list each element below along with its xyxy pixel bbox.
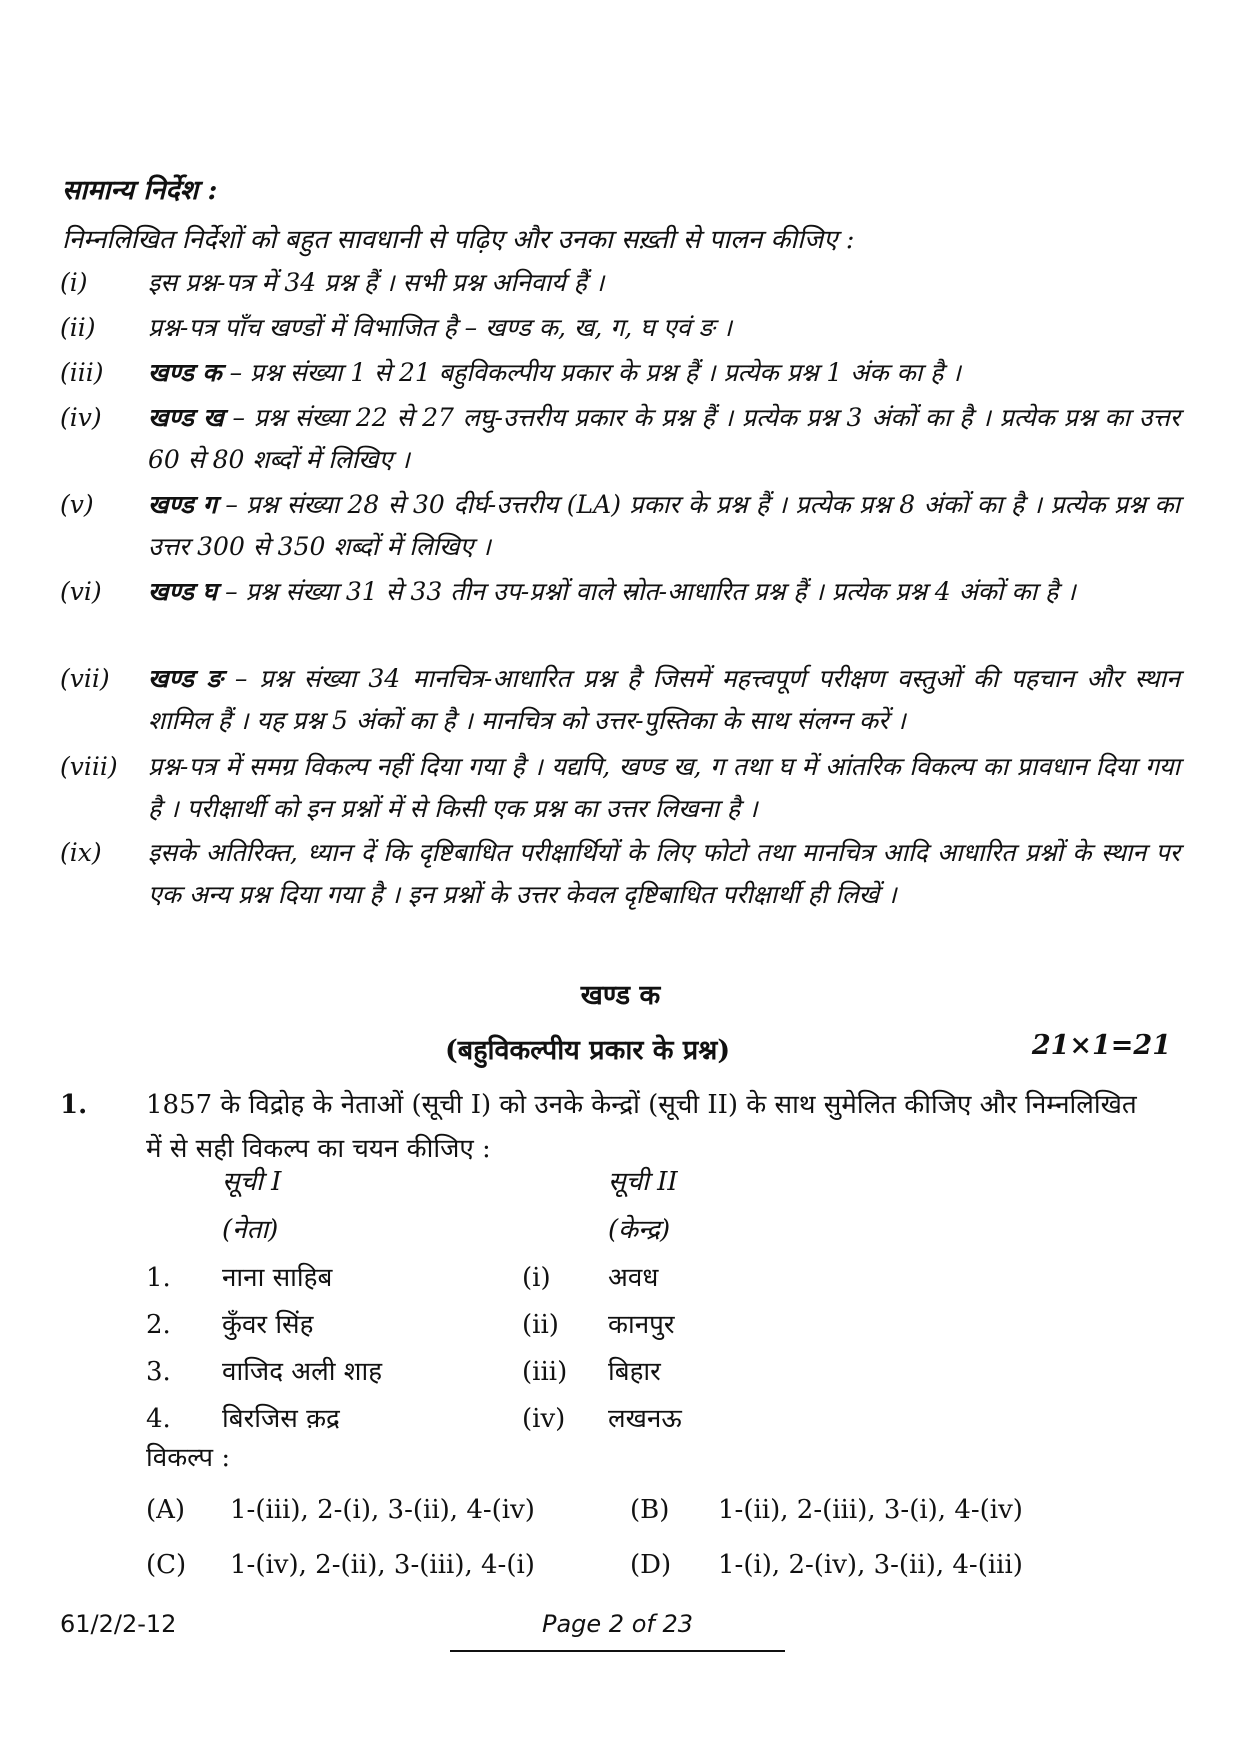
instruction-text: – प्रश्न संख्या 31 से 33 तीन उप-प्रश्नों वाले स्रोत-आधारित प्रश्न हैं । प्रत्येक प्रश्न 4 अंकों का है । — [225, 577, 1076, 606]
leader-name: कुँवर सिंह — [222, 1310, 314, 1340]
general-instructions-heading: सामान्य निर्देश : — [62, 175, 218, 206]
option-b-text: 1-(ii), 2-(iii), 3-(i), 4-(iv) — [718, 1495, 1023, 1525]
centre-number: (iii) — [522, 1357, 568, 1387]
paper-code: 61/2/2-12 — [60, 1610, 177, 1638]
centre-number: (ii) — [522, 1310, 559, 1340]
instruction-section: खण्ड घ — [148, 577, 218, 606]
leader-name: वाजिद अली शाह — [222, 1357, 382, 1387]
question-number: 1. — [60, 1090, 88, 1120]
instruction-number: (iv) — [60, 403, 102, 432]
instruction-item — [60, 397, 1180, 481]
question-text: 1857 के विद्रोह के नेताओं (सूची I) को उनके केन्द्रों (सूची II) के साथ सुमेलित कीजिए और निम्नलिखित में से सही विकल्प का चयन कीजिए : — [146, 1090, 1137, 1164]
instruction-text: – प्रश्न संख्या 22 से 27 लघु-उत्तरीय प्रकार के प्रश्न हैं । प्रत्येक प्रश्न 3 अंकों का है । प्रत्येक प्रश्न का उत्तर 60 से 80 शब्दों में लिखिए । — [148, 403, 1181, 474]
centre-name: कानपुर — [608, 1310, 675, 1340]
leader-name: बिरजिस क़द्र — [222, 1404, 340, 1434]
centre-name: लखनऊ — [608, 1404, 682, 1434]
option-c-text: 1-(iv), 2-(ii), 3-(iii), 4-(i) — [230, 1550, 535, 1580]
instruction-text: – प्रश्न संख्या 1 से 21 बहुविकल्पीय प्रकार के प्रश्न हैं । प्रत्येक प्रश्न 1 अंक का है । — [229, 358, 961, 387]
page-number: Page 2 of 23 — [541, 1610, 693, 1638]
instruction-text: प्रश्न-पत्र पाँच खण्डों में विभाजित है – खण्ड क, ख, ग, घ एवं ङ । — [148, 313, 732, 342]
option-letter: (B) — [630, 1495, 670, 1525]
centre-name: बिहार — [608, 1357, 661, 1387]
centre-number: (i) — [522, 1263, 551, 1293]
list1-title: सूची I — [222, 1167, 282, 1197]
instruction-number: (i) — [60, 268, 88, 297]
footer-divider — [450, 1650, 785, 1652]
centre-number: (iv) — [522, 1404, 566, 1434]
row-number: 4. — [146, 1404, 171, 1434]
row-number: 3. — [146, 1357, 171, 1387]
instruction-text: प्रश्न-पत्र में समग्र विकल्प नहीं दिया गया है । यद्यपि, खण्ड ख, ग तथा घ में आंतरिक विकल्प का प्रावधान दिया गया है । परीक्षार्थी को इन प्रश्नों में से किसी एक प्रश्न का उत्तर लिखना है । — [148, 752, 1180, 823]
option-letter: (A) — [146, 1495, 186, 1525]
instruction-section: खण्ड ङ — [148, 664, 223, 693]
instruction-item — [60, 746, 1180, 830]
list2-subtitle: (केन्द्र) — [608, 1215, 671, 1245]
instruction-section: खण्ड ग — [148, 490, 217, 519]
instruction-text: – प्रश्न संख्या 34 मानचित्र-आधारित प्रश्न है जिसमें महत्त्वपूर्ण परीक्षण वस्तुओं की पहचान और स्थान शामिल हैं । यह प्रश्न 5 अंकों का है । मानचित्र को उत्तर-पुस्तिका के साथ संलग्न करें । — [148, 664, 1180, 735]
leader-name: नाना साहिब — [222, 1263, 333, 1293]
instruction-text: – प्रश्न संख्या 28 से 30 दीर्घ-उत्तरीय (LA) प्रकार के प्रश्न हैं । प्रत्येक प्रश्न 8 अंकों का है । प्रत्येक प्रश्न का उत्तर 300 से 350 शब्दों में लिखिए । — [148, 490, 1181, 561]
row-number: 1. — [146, 1263, 171, 1293]
instruction-item — [60, 262, 1180, 304]
section-subtitle: (बहुविकल्पीय प्रकार के प्रश्न) — [445, 1035, 731, 1066]
instruction-number: (ix) — [60, 838, 102, 867]
option-letter: (D) — [630, 1550, 672, 1580]
general-instructions-intro: निम्नलिखित निर्देशों को बहुत सावधानी से पढ़िए और उनका सख़्ती से पालन कीजिए : — [62, 225, 855, 255]
instruction-item — [60, 658, 1180, 742]
option-a-text: 1-(iii), 2-(i), 3-(ii), 4-(iv) — [230, 1495, 535, 1525]
instruction-section: खण्ड ख — [148, 403, 224, 432]
instruction-item — [60, 352, 1180, 394]
option-d-text: 1-(i), 2-(iv), 3-(ii), 4-(iii) — [718, 1550, 1023, 1580]
instruction-text: इसके अतिरिक्त, ध्यान दें कि दृष्टिबाधित परीक्षार्थियों के लिए फोटो तथा मानचित्र आदि आधारित प्रश्नों के स्थान पर एक अन्य प्रश्न दिया गया है । इन प्रश्नों के उत्तर केवल दृष्टिबाधित परीक्षार्थी ही लिखें । — [148, 838, 1180, 909]
instruction-item — [60, 571, 1180, 613]
instruction-number: (v) — [60, 490, 94, 519]
instruction-number: (vii) — [60, 664, 110, 693]
section-marks: 21×1=21 — [1031, 1030, 1171, 1061]
list1-subtitle: (नेता) — [222, 1215, 279, 1245]
list2-title: सूची II — [608, 1167, 678, 1197]
option-letter: (C) — [146, 1550, 187, 1580]
instruction-number: (vi) — [60, 577, 102, 606]
section-title: खण्ड क — [580, 980, 661, 1011]
instruction-section: खण्ड क — [148, 358, 222, 387]
row-number: 2. — [146, 1310, 171, 1340]
instruction-number: (ii) — [60, 313, 96, 342]
instruction-number: (iii) — [60, 358, 104, 387]
instruction-number: (viii) — [60, 752, 118, 781]
instruction-item — [60, 832, 1180, 916]
centre-name: अवध — [608, 1263, 659, 1293]
instruction-item — [60, 307, 1180, 349]
instruction-item — [60, 484, 1180, 568]
options-label: विकल्प : — [146, 1443, 231, 1473]
instruction-text: इस प्रश्न-पत्र में 34 प्रश्न हैं । सभी प्रश्न अनिवार्य हैं । — [148, 268, 605, 297]
